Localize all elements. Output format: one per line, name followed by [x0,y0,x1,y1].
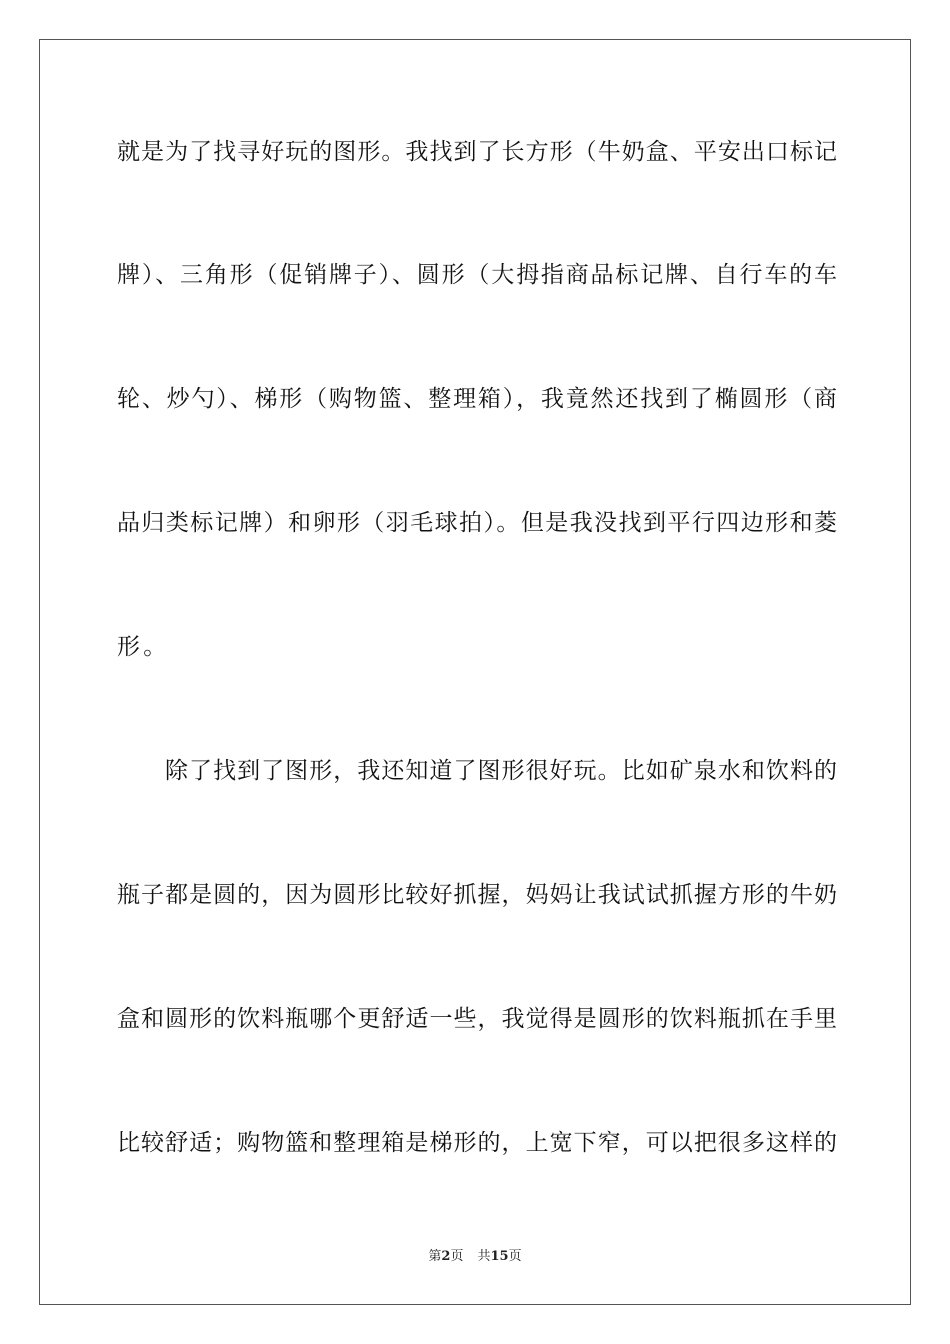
footer-page-number: 2 [441,1249,451,1264]
body-line-9: 比较舒适；购物篮和整理箱是梯形的，上宽下窄，可以把很多这样的 [117,1130,837,1156]
body-line-6: 除了找到了图形，我还知道了图形很好玩。比如矿泉水和饮料的 [165,758,837,784]
footer-page-suffix: 页 [450,1249,464,1264]
footer-total-pages: 15 [490,1249,509,1264]
body-line-1: 就是为了找寻好玩的图形。我找到了长方形（牛奶盒、平安出口标记 [117,139,837,165]
page-footer [0,1245,950,1264]
footer-page-prefix: 第 [428,1249,442,1264]
body-line-2: 牌）、三角形（促销牌子）、圆形（大拇指商品标记牌、自行车的车 [117,262,837,288]
body-line-5: 形。 [117,634,170,660]
body-line-8: 盒和圆形的饮料瓶哪个更舒适一些，我觉得是圆形的饮料瓶抓在手里 [117,1006,837,1032]
footer-total-prefix: 共 [477,1249,491,1264]
page-border [39,39,911,1305]
footer-total-suffix: 页 [508,1249,522,1264]
body-line-3: 轮、炒勺）、梯形（购物篮、整理箱），我竟然还找到了椭圆形（商 [117,386,837,412]
body-line-4: 品归类标记牌）和卵形（羽毛球拍）。但是我没找到平行四边形和菱 [117,510,837,536]
body-line-7: 瓶子都是圆的，因为圆形比较好抓握，妈妈让我试试抓握方形的牛奶 [117,882,837,908]
